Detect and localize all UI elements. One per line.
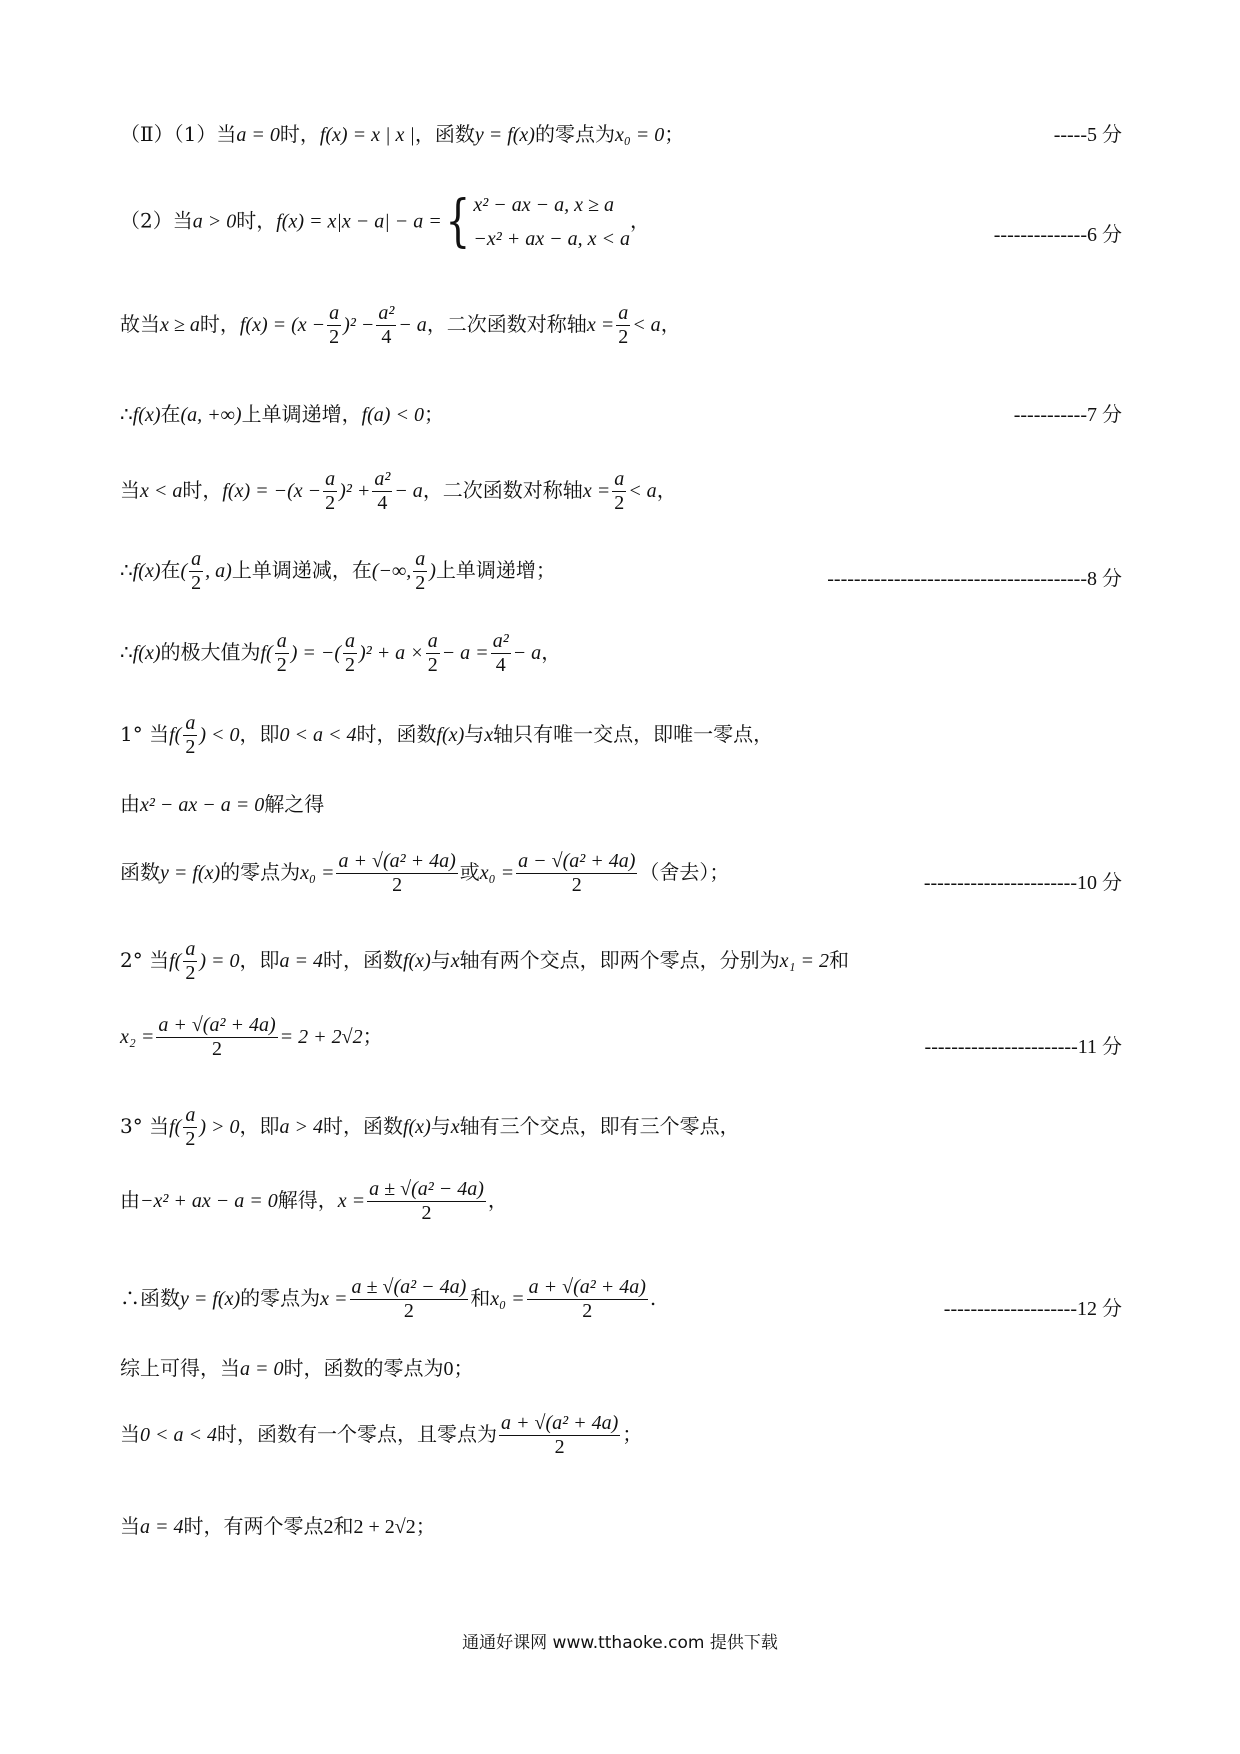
math: − a <box>398 314 427 336</box>
math: y = f(x) <box>160 862 221 884</box>
fraction: $\frac{\text{a ± √(a² − 4a)}}{2}$ <box>351 1276 467 1322</box>
text: ∴ <box>120 640 133 664</box>
math: −x² + ax − a = 0 <box>140 1190 278 1212</box>
text: 轴有两个交点，即两个零点，分别为 <box>459 948 780 972</box>
page-footer: 通通好课网 www.tthaoke.com 提供下载 <box>462 1633 778 1653</box>
text: 综上可得，当 <box>120 1356 240 1380</box>
text: 函数 <box>120 860 160 884</box>
solution-line-7 <box>120 630 1120 677</box>
text: 与 <box>430 948 451 972</box>
text: 和 <box>828 948 849 972</box>
math: f( <box>260 642 273 664</box>
text: 当 <box>120 478 140 502</box>
fraction: $\frac{a}{2}$ <box>618 302 629 348</box>
score-12: --------------------12 分 <box>943 1298 1122 1320</box>
math: , a) <box>205 560 232 582</box>
math: ) <box>429 560 436 582</box>
math: f(x) <box>402 950 431 972</box>
case-1: x² − ax − a, x ≥ a <box>473 194 614 216</box>
text: ， <box>630 208 650 233</box>
text: （2）当 <box>120 208 193 233</box>
text: 轴只有唯一交点，即唯一零点， <box>493 722 774 746</box>
text: 与 <box>464 722 485 746</box>
math: x = <box>586 314 615 336</box>
math: (a, +∞) <box>180 404 242 426</box>
fraction: $\frac{\text{a + √(a² + 4a)}}{2}$ <box>528 1276 646 1322</box>
text: 解得， <box>277 1188 338 1212</box>
math: 2 <box>323 1516 334 1538</box>
text: 时， <box>182 478 223 502</box>
text: 解之得 <box>264 792 325 816</box>
case-number: 2° <box>120 948 143 972</box>
solution-line-18 <box>120 1510 1120 1539</box>
math: f(x) <box>436 724 465 746</box>
math: − a <box>512 642 542 664</box>
text: ； <box>415 1514 436 1538</box>
text: 由 <box>120 792 140 816</box>
text: ∴ <box>120 402 133 426</box>
math: )² − <box>343 314 375 336</box>
text: 和 <box>470 1286 491 1310</box>
text: 的零点为 <box>240 1286 321 1310</box>
math: f(x) = −(x − <box>222 480 322 502</box>
text: ，即 <box>239 722 280 746</box>
text: 故当 <box>120 312 160 336</box>
solution-line-11 <box>120 938 1120 985</box>
math: a = 4 <box>140 1516 184 1538</box>
fraction: $\frac{a}{2}$ <box>345 630 356 676</box>
math: f( <box>169 950 182 972</box>
math: = 2 + 2√2 <box>279 1026 363 1048</box>
case-number: 3° <box>120 1114 143 1138</box>
score-7: -----------7 分 <box>1013 404 1122 426</box>
text: 当 <box>149 948 170 972</box>
text: 或 <box>459 860 480 884</box>
text: 时， <box>279 122 320 146</box>
solution-line-16 <box>120 1352 1120 1381</box>
text: 在 <box>160 402 181 426</box>
math: f(a) < 0 <box>361 404 424 426</box>
math: x₀ = <box>479 862 515 884</box>
text: 的零点为 <box>220 860 301 884</box>
text: ； <box>423 402 444 426</box>
fraction: $\frac{a}{2}$ <box>614 468 625 514</box>
fraction: $\frac{a}{2}$ <box>185 712 196 758</box>
text: （Ⅱ）（1）当 <box>120 122 237 146</box>
fraction: $\frac{\text{a + √(a² + 4a)}}{2}$ <box>338 850 456 896</box>
solution-line-9 <box>120 788 1120 817</box>
math: 2 + 2√2 <box>353 1516 416 1538</box>
text: 时，函数 <box>322 948 403 972</box>
fraction: $\frac{a}{2}$ <box>185 938 196 984</box>
math: a = 0 <box>240 1358 284 1380</box>
text: ， <box>541 640 562 664</box>
math: x² − ax − a = 0 <box>140 794 265 816</box>
math: x < a <box>140 480 183 502</box>
solution-line-8 <box>120 712 1120 759</box>
math: f( <box>169 724 182 746</box>
fraction: $\frac{a}{2}$ <box>427 630 438 676</box>
text: ； <box>453 1356 474 1380</box>
fraction: $\frac{a}{2}$ <box>329 302 340 348</box>
text: 时，函数的零点为 <box>283 1356 444 1380</box>
text: ，即 <box>239 1114 280 1138</box>
fraction: $\frac{\text{a ± √(a² − 4a)}}{2}$ <box>369 1178 484 1224</box>
math: − a <box>394 480 423 502</box>
text: ∴函数 <box>120 1286 180 1310</box>
text: 的零点为 <box>534 122 615 146</box>
math: f(x) = (x − <box>239 314 326 336</box>
text: （舍去）； <box>639 860 730 884</box>
fraction: $\frac{a}{2}$ <box>276 630 287 676</box>
fraction: $\frac{\text{a²}}{4}$ <box>378 302 395 348</box>
text: 当 <box>120 1514 140 1538</box>
math: ) = 0 <box>199 950 240 972</box>
solution-line-14 <box>120 1178 1120 1225</box>
math: )² + <box>339 480 371 502</box>
math: x ≥ a <box>160 314 200 336</box>
math: a > 4 <box>279 1116 323 1138</box>
case-2: −x² + ax − a, x < a <box>473 228 630 250</box>
math: x <box>484 724 494 746</box>
math: f(x) <box>132 404 161 426</box>
text: 由 <box>120 1188 140 1212</box>
math: x <box>450 1116 460 1138</box>
text: ∴ <box>120 558 133 582</box>
math: ) = −( <box>290 642 342 664</box>
text: 当 <box>149 722 170 746</box>
fraction: $\frac{\text{a²}}{4}$ <box>492 630 509 676</box>
fraction: $\frac{a}{2}$ <box>415 548 426 594</box>
text: ，即 <box>239 948 280 972</box>
text: ，二次函数对称轴 <box>422 478 583 502</box>
math: f( <box>169 1116 182 1138</box>
solution-line-17 <box>120 1412 1120 1459</box>
text: ， <box>660 312 681 336</box>
math: f(x) <box>132 560 161 582</box>
text: 时， <box>236 208 277 233</box>
math: 0 <box>443 1358 454 1380</box>
score-10: -----------------------10 分 <box>923 872 1122 894</box>
fraction: $\frac{\text{a + √(a² + 4a)}}{2}$ <box>501 1412 619 1458</box>
math: )² + a × <box>359 642 424 664</box>
text: ，函数 <box>414 122 475 146</box>
math: a = 4 <box>279 950 323 972</box>
math: f(x) <box>402 1116 431 1138</box>
text: 时， <box>199 312 240 336</box>
math: y = f(x) <box>474 124 535 146</box>
math: x = <box>582 480 611 502</box>
math: x₀ = 0 <box>614 124 665 146</box>
text: 与 <box>430 1114 451 1138</box>
text: ， <box>487 1188 508 1212</box>
score-11: -----------------------11 分 <box>924 1036 1122 1058</box>
text: 在 <box>160 558 181 582</box>
score-6: --------------6 分 <box>993 224 1122 246</box>
fraction: $\frac{a}{2}$ <box>191 548 202 594</box>
math: x = <box>337 1190 366 1212</box>
text: ，二次函数对称轴 <box>426 312 587 336</box>
fraction: $\frac{a}{2}$ <box>185 1104 196 1150</box>
text: 时，函数 <box>356 722 437 746</box>
text: ， <box>656 478 677 502</box>
math: f(x) = x | x | <box>319 124 415 146</box>
case-number: 1° <box>120 722 143 746</box>
text: ； <box>362 1024 383 1048</box>
solution-line-4 <box>120 398 1120 427</box>
text: 上单调递减，在 <box>231 558 372 582</box>
solution-line-1 <box>120 118 1120 147</box>
fraction: $\frac{\text{a²}}{4}$ <box>374 468 391 514</box>
solution-line-5 <box>120 468 1120 515</box>
math: f(x) <box>132 642 161 664</box>
math: x₀ = <box>300 862 335 884</box>
math: (−∞, <box>371 560 412 582</box>
score-8: ---------------------------------------8 分 <box>827 568 1122 590</box>
solution-line-3 <box>120 302 1120 349</box>
fraction: $\frac{\text{a + √(a² + 4a)}}{2}$ <box>158 1014 276 1060</box>
math: 0 < a < 4 <box>279 724 357 746</box>
math: a > 0 <box>192 210 237 233</box>
text: . <box>649 1286 657 1310</box>
math: ( <box>180 560 188 582</box>
solution-line-2 <box>120 188 1120 256</box>
math: x <box>450 950 460 972</box>
text: 时，函数有一个零点，且零点为 <box>217 1422 497 1446</box>
text: 轴有三个交点，即有三个零点， <box>459 1114 740 1138</box>
math: ) < 0 <box>199 724 240 746</box>
math: x₁ = 2 <box>779 950 829 972</box>
solution-line-13 <box>120 1104 1120 1151</box>
fraction: $\frac{\text{a − √(a² + 4a)}}{2}$ <box>518 850 636 896</box>
math: 0 < a < 4 <box>140 1424 217 1446</box>
math: x₀ = <box>490 1288 525 1310</box>
math: y = f(x) <box>180 1288 241 1310</box>
text: 上单调递增， <box>241 402 362 426</box>
math: a = 0 <box>236 124 280 146</box>
fraction: $\frac{a}{2}$ <box>325 468 336 514</box>
math: < a <box>632 314 661 336</box>
math: x₂ = <box>120 1026 155 1048</box>
text: 时，有两个零点 <box>183 1514 324 1538</box>
text: 上单调递增； <box>435 558 556 582</box>
math: x = <box>320 1288 348 1310</box>
math: ) > 0 <box>199 1116 240 1138</box>
math: − a = <box>441 642 489 664</box>
score-5: -----5 分 <box>1053 124 1122 146</box>
math: f(x) = x|x − a| − a = <box>276 210 442 233</box>
text: ； <box>664 122 685 146</box>
text: 和 <box>333 1514 354 1538</box>
math: < a <box>628 480 657 502</box>
text: 当 <box>120 1422 140 1446</box>
text: 当 <box>149 1114 170 1138</box>
text: 的极大值为 <box>160 640 261 664</box>
text: ； <box>622 1422 643 1446</box>
piecewise <box>473 188 630 256</box>
text: 时，函数 <box>322 1114 403 1138</box>
left-brace: { <box>445 189 471 254</box>
